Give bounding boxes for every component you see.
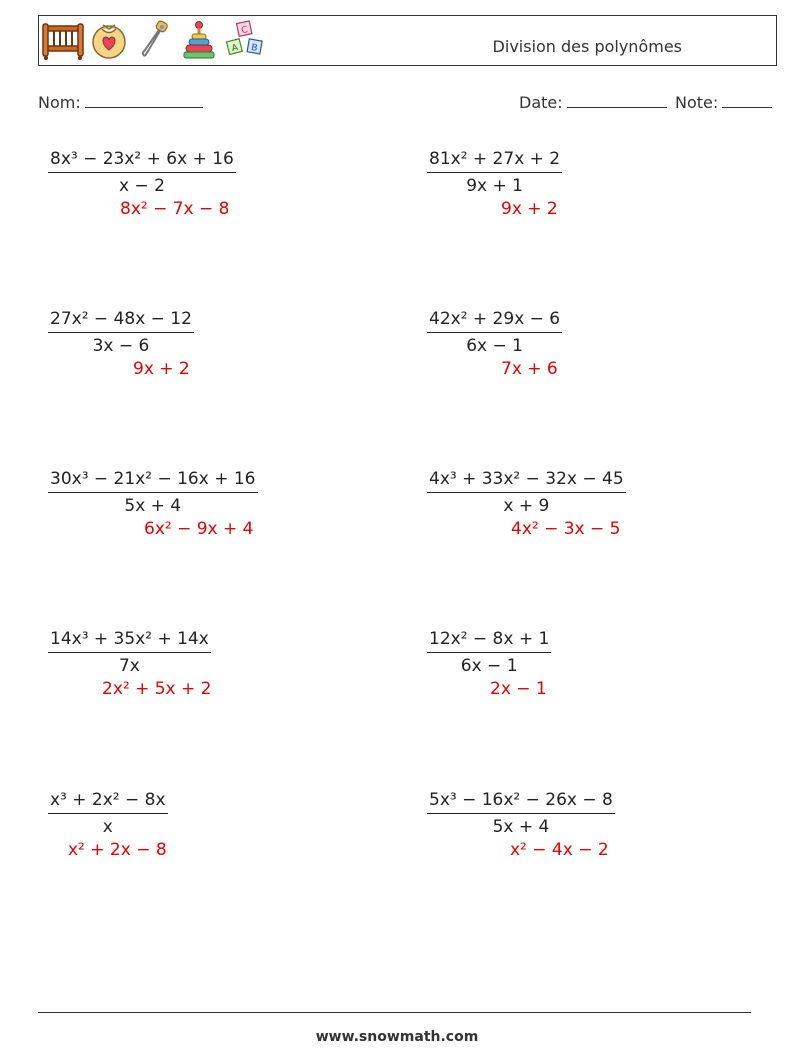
footer-divider: [38, 1012, 751, 1013]
answer: 2x − 1: [490, 679, 547, 699]
footer-website[interactable]: www.snowmath.com: [315, 1029, 479, 1045]
bib-icon: [91, 20, 127, 60]
denominator: 6x − 1: [460, 656, 518, 676]
fraction-bar: [48, 332, 194, 333]
numerator: 5x³ − 16x² − 26x − 8: [429, 790, 613, 810]
crib-icon: [41, 20, 85, 60]
fraction: [427, 467, 626, 518]
denominator: x − 2: [118, 176, 165, 196]
fraction: [48, 788, 168, 839]
answer: x² − 4x − 2: [510, 840, 609, 860]
numerator: 30x³ − 21x² − 16x + 16: [50, 469, 256, 489]
problem-6: [417, 467, 737, 557]
answer: 6x² − 9x + 4: [144, 519, 254, 539]
answer: x² + 2x − 8: [68, 840, 167, 860]
answer: 9x + 2: [133, 359, 190, 379]
date-field: [519, 93, 667, 112]
problem-10: [417, 788, 737, 878]
block-letter-b: B: [250, 42, 259, 54]
numerator: 27x² − 48x − 12: [50, 309, 192, 329]
denominator: x: [102, 817, 113, 837]
numerator: 8x³ − 23x² + 6x + 16: [50, 149, 234, 169]
fraction-bar: [48, 813, 168, 814]
answer: 8x² − 7x − 8: [120, 199, 230, 219]
fraction-bar: [48, 492, 258, 493]
numerator: x³ + 2x² − 8x: [50, 790, 166, 810]
numerator: 12x² − 8x + 1: [429, 629, 550, 649]
fraction: [427, 627, 551, 678]
problem-1: [38, 147, 358, 237]
fraction-bar: [427, 332, 562, 333]
grade-label: Note:: [675, 93, 719, 112]
answer: 2x² + 5x + 2: [102, 679, 212, 699]
problem-8: [417, 627, 737, 717]
header-icons: [41, 20, 271, 64]
answer: 7x + 6: [501, 359, 558, 379]
denominator: 5x + 4: [124, 496, 182, 516]
name-label: Nom:: [38, 93, 81, 112]
problem-3: [38, 307, 358, 397]
problem-4: [417, 307, 737, 397]
fraction: [427, 788, 615, 839]
denominator: x + 9: [503, 496, 550, 516]
fraction: [48, 467, 258, 518]
grade-blank[interactable]: [722, 93, 772, 108]
answer: 9x + 2: [501, 199, 558, 219]
fraction: [48, 627, 211, 678]
problem-2: [417, 147, 737, 237]
fraction-bar: [427, 492, 626, 493]
denominator: 3x − 6: [92, 336, 150, 356]
denominator: 9x + 1: [466, 176, 523, 196]
fraction: [427, 307, 562, 358]
problem-9: [38, 788, 358, 878]
fraction-bar: [427, 813, 615, 814]
numerator: 81x² + 27x + 2: [429, 149, 561, 169]
fraction: [427, 147, 562, 198]
fraction: [48, 307, 194, 358]
name-field: [38, 93, 203, 112]
denominator: 6x − 1: [466, 336, 523, 356]
fraction: [48, 147, 236, 198]
numerator: 42x² + 29x − 6: [429, 309, 561, 329]
grade-field: [675, 93, 772, 112]
worksheet-header: [38, 15, 777, 66]
numerator: 14x³ + 35x² + 14x: [50, 629, 209, 649]
numerator: 4x³ + 33x² − 32x − 45: [429, 469, 624, 489]
denominator: 5x + 4: [492, 817, 550, 837]
denominator: 7x: [118, 656, 140, 676]
block-letter-a: A: [230, 42, 240, 55]
fraction-bar: [48, 172, 236, 173]
fraction-bar: [427, 172, 562, 173]
block-letter-c: C: [240, 25, 249, 37]
answer: 4x² − 3x − 5: [511, 519, 621, 539]
problem-5: [38, 467, 358, 557]
date-label: Date:: [519, 93, 563, 112]
worksheet-title: Division des polynômes: [492, 37, 682, 56]
safety-pin-icon: [137, 20, 173, 60]
problem-7: [38, 627, 358, 717]
abc-blocks-icon: [223, 20, 269, 60]
fraction-bar: [427, 652, 551, 653]
fraction-bar: [48, 652, 211, 653]
ring-stacker-icon: [181, 20, 217, 60]
date-blank[interactable]: [567, 93, 667, 108]
name-blank[interactable]: [85, 93, 203, 108]
